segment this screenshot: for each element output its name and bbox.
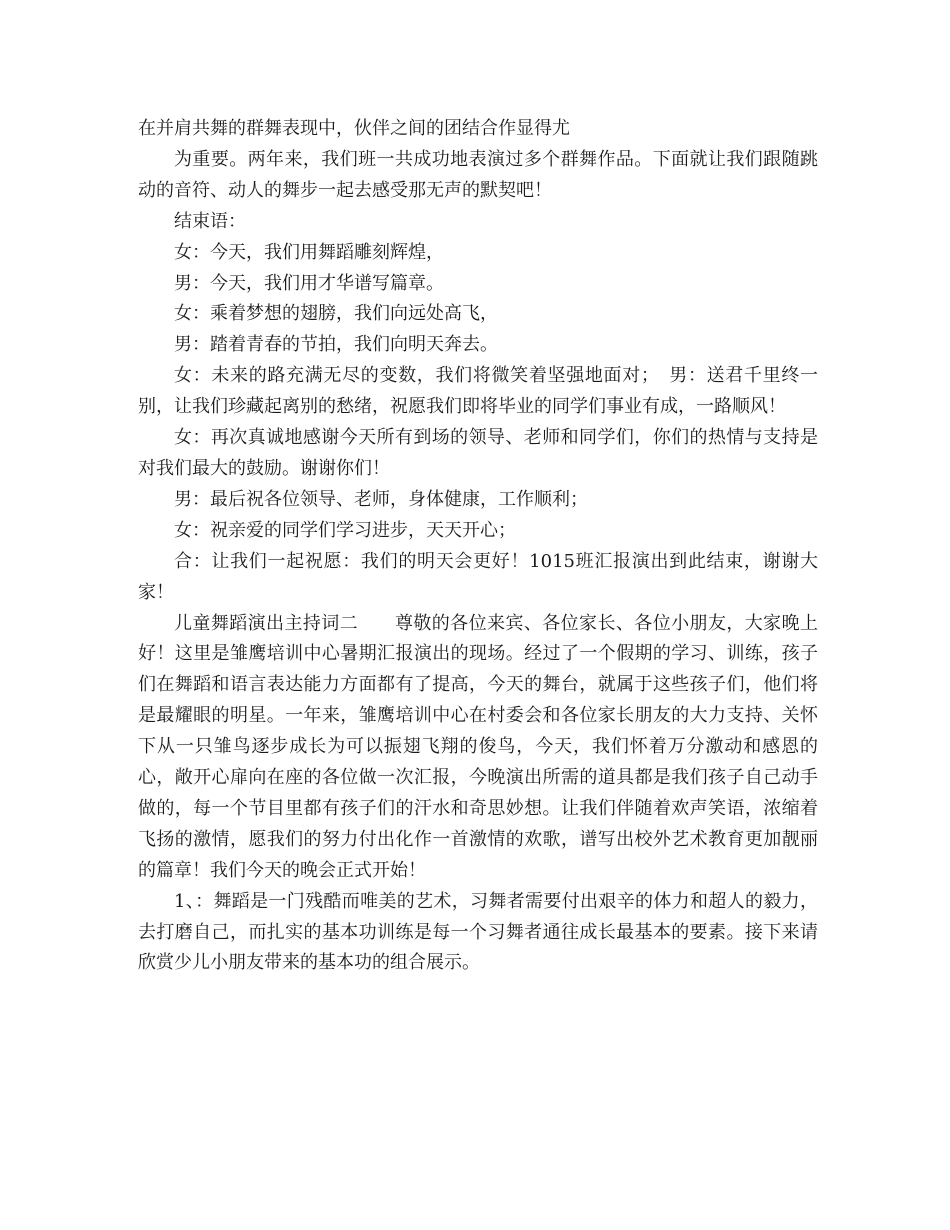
paragraph: 合：让我们一起祝愿：我们的明天会更好！1015班汇报演出到此结束，谢谢大家！ (138, 550, 818, 603)
document-body (138, 114, 818, 979)
paragraph: 男：踏着青春的节拍，我们向明天奔去。 (174, 334, 498, 356)
paragraph: 儿童舞蹈演出主持词二 尊敬的各位来宾、各位家长、各位小朋友，大家晚上好！这里是雏鹰培训中心暑期汇报演出的现场。经过了一个假期的学习、训练，孩子们在舞蹈和语言表达能力方面都有了提高，今天的舞台，就属于这些孩子们，他们将是最耀眼的明星。一年来，雏鹰培训中心在村委会和各位家长朋友的大力支持、关怀下从一只雏鸟逐步成长为可以振翅飞翔的俊鸟，今天，我们怀着万分激动和感恩的心，敞开心扉向在座的各位做一次汇报，今晚演出所需的道具都是我们孩子自己动手做的，每一个节目里都有孩子们的汗水和奇思妙想。让我们伴随着欢声笑语，浓缩着飞扬的激情，愿我们的努力付出化作一首激情的欢歌，谱写出校外艺术教育更加靓丽的篇章！我们今天的晚会正式开始！ (138, 612, 818, 881)
paragraph: 为重要。两年来，我们班一共成功地表演过多个群舞作品。下面就让我们跟随跳动的音符、动人的舞步一起去感受那无声的默契吧！ (138, 148, 818, 201)
section-heading: 结束语： (174, 210, 246, 232)
paragraph: 男：今天，我们用才华谱写篇章。 (174, 272, 444, 294)
paragraph: 女：乘着梦想的翅膀，我们向远处高飞， (174, 303, 498, 325)
paragraph: 女：今天，我们用舞蹈雕刻辉煌， (174, 241, 444, 263)
paragraph: 1、：舞蹈是一门残酷而唯美的艺术，习舞者需要付出艰辛的体力和超人的毅力，去打磨自己，而扎实的基本功训练是每一个习舞者通往成长最基本的要素。接下来请欣赏少儿小朋友带来的基本功的组合展示。 (138, 890, 818, 974)
paragraph: 女：再次真诚地感谢今天所有到场的领导、老师和同学们，你们的热情与支持是对我们最大的鼓励。谢谢你们！ (138, 427, 818, 479)
paragraph: 女：祝亲爱的同学们学习进步，天天开心； (174, 519, 516, 541)
paragraph: 女：未来的路充满无尽的变数，我们将微笑着坚强地面对； 男：送君千里终一别，让我们珍藏起离别的愁绪，祝愿我们即将毕业的同学们事业有成，一路顺风！ (138, 365, 818, 418)
paragraph: 男：最后祝各位领导、老师，身体健康，工作顺利； (174, 488, 588, 510)
paragraph: 在并肩共舞的群舞表现中，伙伴之间的团结合作显得尤 (138, 118, 570, 139)
